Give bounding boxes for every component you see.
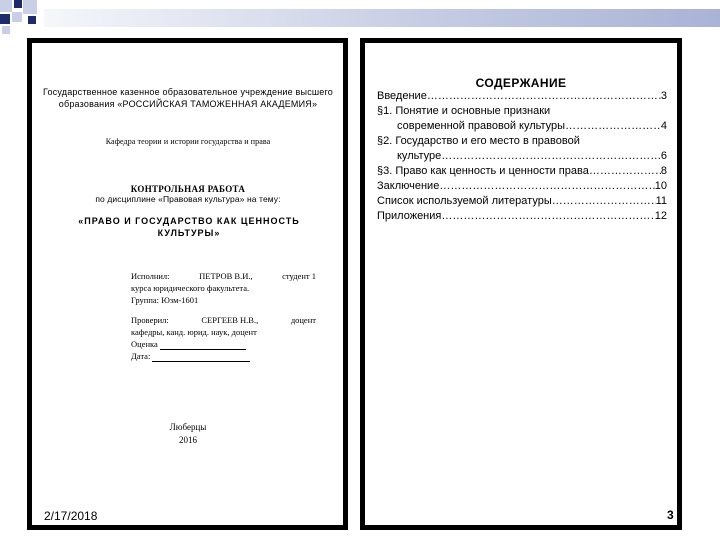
toc-entry-continuation (377, 149, 667, 164)
contents-page (360, 38, 682, 530)
footer-date: 2/17/2018 (44, 509, 98, 523)
decor-square-navy (14, 0, 22, 8)
grade-line (131, 338, 316, 350)
toc-leader-dots (441, 209, 654, 224)
toc-entry (377, 164, 667, 179)
decor-square-light (2, 26, 10, 34)
executor-name: ПЕТРОВ В.И., (199, 271, 253, 281)
toc-entry-continuation (377, 119, 667, 134)
toc-entry-text: §1. Понятие и основные признаки (377, 105, 551, 117)
executor-block (131, 270, 316, 306)
work-topic: «ПРАВО И ГОСУДАРСТВО КАК ЦЕННОСТЬ КУЛЬТУРЫ» (78, 216, 300, 238)
city-name: Люберцы (169, 422, 207, 432)
discipline-line: по дисциплине «Правовая культура» на тему: (95, 194, 281, 204)
department-name: Кафедра теории и истории государства и права (105, 137, 271, 146)
toc-entry (377, 209, 667, 224)
slide-number: 3 (667, 508, 674, 522)
toc-entry-text: Приложения (377, 210, 442, 222)
decor-square-light (0, 0, 12, 12)
toc-entry-page: 8 (660, 165, 667, 177)
date-label: Дата: (131, 351, 151, 361)
toc-entry-text: Введение (377, 90, 427, 102)
toc-leader-dots (589, 164, 661, 179)
year: 2016 (179, 435, 197, 445)
toc-entry-text: Заключение (377, 180, 440, 192)
decor-square-navy (28, 16, 36, 24)
institution-name: Государственное казенное образовательное учреждение высшего образования «РОССИЙСКАЯ ТАМОЖЕННАЯ АКАДЕМИЯ» (43, 87, 334, 109)
grade-label: Оценка (131, 339, 158, 349)
city-year-block (43, 421, 333, 447)
toc-entry-text: культуре (397, 150, 442, 162)
toc-entry (377, 134, 667, 149)
date-line (131, 350, 316, 362)
toc-entry-text: Список используемой литературы (377, 195, 552, 207)
toc-entry (377, 179, 667, 194)
executor-group: Группа: Юзм-1601 (131, 295, 199, 305)
toc-entry-text: §3. Право как ценность и ценности права (377, 165, 589, 177)
toc-leader-dots (565, 119, 661, 134)
checker-block (131, 314, 316, 362)
decor-square-light (23, 0, 37, 14)
toc-entry-page: 12 (654, 210, 667, 222)
toc-entry-page: 11 (655, 195, 667, 207)
grade-underline (160, 340, 246, 350)
executor-label: Исполнил: (131, 271, 170, 281)
work-type: КОНТРОЛЬНАЯ РАБОТА (130, 184, 246, 194)
toc-leader-dots (552, 194, 656, 209)
decor-square-navy (0, 14, 10, 24)
checker-name: СЕРГЕЕВ Н.В., (201, 315, 259, 325)
title-page (27, 38, 348, 530)
toc-entry (377, 89, 667, 104)
executor-role: студент 1 (282, 271, 316, 281)
toc-leader-dots (439, 179, 654, 194)
toc-entry-page: 10 (654, 180, 667, 192)
checker-role: доцент (290, 315, 316, 325)
toc-entry-page: 6 (660, 150, 667, 162)
toc-entry-text: современной правовой культуры (397, 120, 566, 132)
toc-entry (377, 104, 667, 119)
toc-title: СОДЕРЖАНИЕ (475, 76, 567, 90)
date-underline (152, 352, 250, 362)
checker-position: кафедры, канд. юрид. наук, доцент (131, 327, 257, 337)
executor-course: курса юридического факультета. (131, 283, 250, 293)
toc-list (377, 89, 667, 224)
toc-leader-dots (441, 149, 661, 164)
toc-leader-dots (427, 89, 661, 104)
toc-entry-page: 4 (660, 120, 667, 132)
decor-square-light (12, 12, 22, 22)
header-gradient-bar (44, 9, 720, 27)
toc-entry-page: 3 (660, 90, 667, 102)
checker-label: Проверил: (131, 315, 169, 325)
toc-entry (377, 194, 667, 209)
toc-entry-text: §2. Государство и его место в правовой (377, 135, 580, 147)
